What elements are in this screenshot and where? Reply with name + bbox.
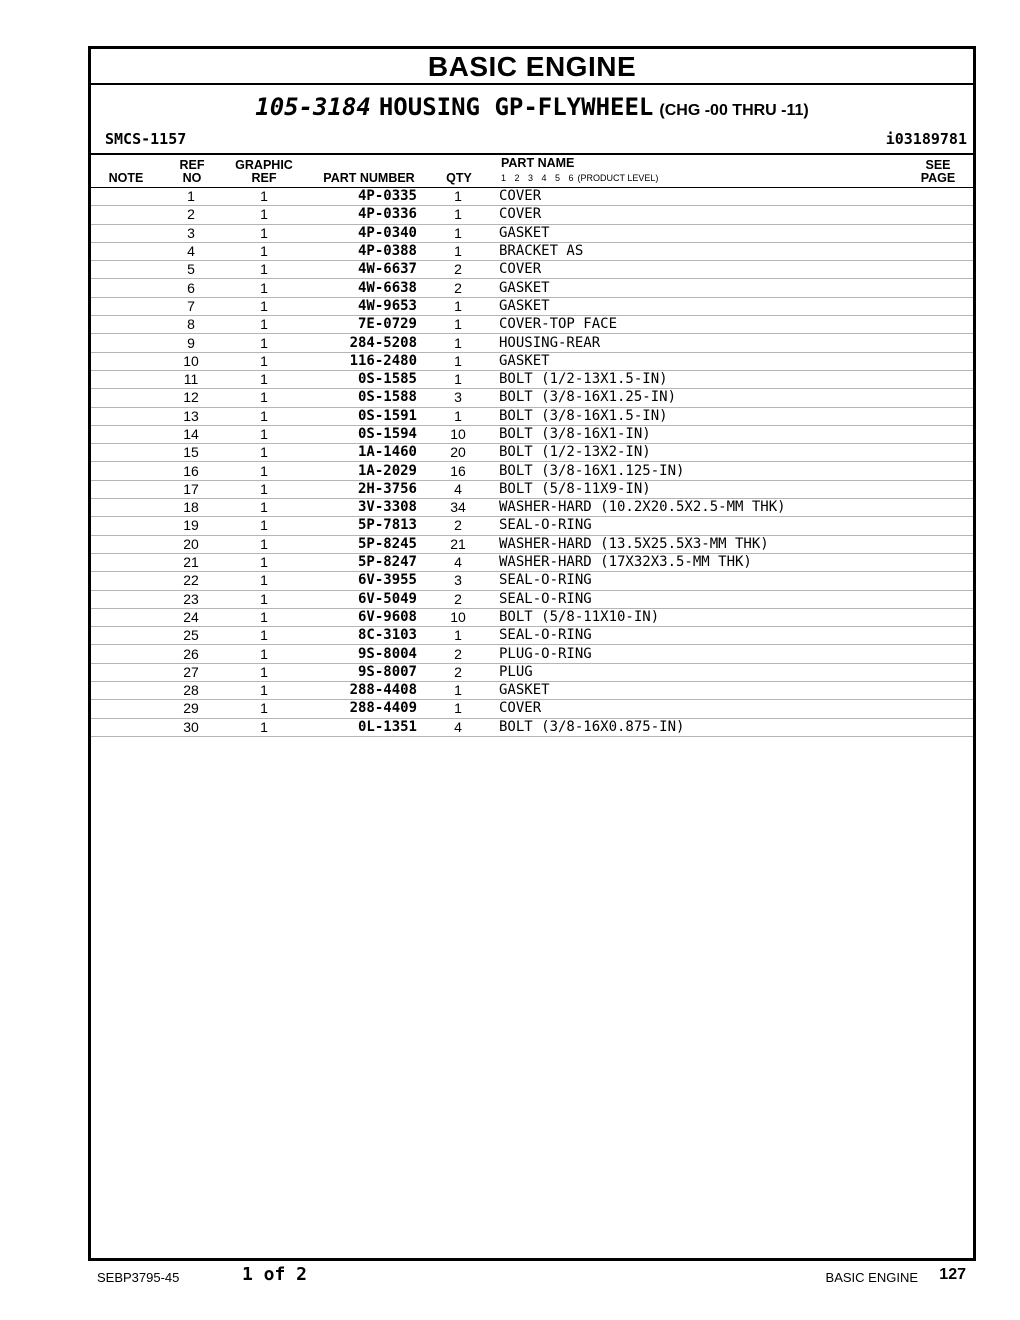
see-page-cell <box>923 444 973 462</box>
part-number-cell: 9S-8004 <box>307 645 417 663</box>
table-row <box>91 316 973 334</box>
part-number-cell: 5P-8247 <box>307 553 417 571</box>
see-page-cell <box>923 370 973 388</box>
ref-no-cell: 9 <box>161 334 221 352</box>
smcs-code: SMCS-1157 <box>105 130 187 148</box>
part-number-cell: 4W-9653 <box>307 297 417 315</box>
see-page-cell <box>923 261 973 279</box>
table-row <box>91 645 973 663</box>
qty-cell: 10 <box>417 425 499 443</box>
note-cell <box>91 242 161 260</box>
col-header-graphic-ref: GRAPHIC REF <box>235 158 293 185</box>
see-page-cell <box>923 535 973 553</box>
part-number-cell: 5P-7813 <box>307 517 417 535</box>
ref-no-cell: 8 <box>161 316 221 334</box>
see-page-cell <box>923 718 973 736</box>
ref-no-cell: 29 <box>161 700 221 718</box>
graphic-ref-cell: 1 <box>221 627 307 645</box>
part-number-cell: 5P-8245 <box>307 535 417 553</box>
graphic-ref-cell: 1 <box>221 242 307 260</box>
see-page-cell <box>923 499 973 517</box>
see-page-cell <box>923 480 973 498</box>
ref-no-cell: 11 <box>161 370 221 388</box>
ref-no-cell: 18 <box>161 499 221 517</box>
graphic-ref-cell: 1 <box>221 499 307 517</box>
table-row <box>91 590 973 608</box>
part-number-cell: 1A-1460 <box>307 444 417 462</box>
group-name: HOUSING GP-FLYWHEEL <box>378 93 654 121</box>
qty-cell: 16 <box>417 462 499 480</box>
table-row <box>91 718 973 736</box>
qty-cell: 1 <box>417 242 499 260</box>
note-cell <box>91 627 161 645</box>
ref-no-cell: 24 <box>161 608 221 626</box>
part-number-cell: 288-4409 <box>307 700 417 718</box>
table-row <box>91 462 973 480</box>
part-number-cell: 4P-0388 <box>307 242 417 260</box>
qty-cell: 1 <box>417 407 499 425</box>
note-cell <box>91 499 161 517</box>
footer-page-number: 127 <box>939 1266 966 1283</box>
graphic-ref-cell: 1 <box>221 444 307 462</box>
note-cell <box>91 188 161 206</box>
qty-cell: 1 <box>417 352 499 370</box>
section-title: BASIC ENGINE <box>91 49 973 85</box>
note-cell <box>91 480 161 498</box>
part-name-cell: BOLT (3/8-16X1.125-IN) <box>499 462 923 480</box>
part-name-cell: BRACKET AS <box>499 242 923 260</box>
part-name-cell: COVER <box>499 700 923 718</box>
graphic-ref-cell: 1 <box>221 425 307 443</box>
qty-cell: 2 <box>417 261 499 279</box>
see-page-cell <box>923 645 973 663</box>
table-row <box>91 297 973 315</box>
part-name-cell: PLUG <box>499 663 923 681</box>
see-page-cell <box>923 517 973 535</box>
ref-no-cell: 10 <box>161 352 221 370</box>
part-name-cell: BOLT (3/8-16X0.875-IN) <box>499 718 923 736</box>
graphic-ref-cell: 1 <box>221 553 307 571</box>
ref-no-cell: 30 <box>161 718 221 736</box>
qty-cell: 2 <box>417 590 499 608</box>
change-range: (CHG -00 THRU -11) <box>659 102 809 119</box>
col-header-ref-no: REF NO <box>179 158 205 185</box>
note-cell <box>91 206 161 224</box>
note-cell <box>91 444 161 462</box>
ref-no-cell: 7 <box>161 297 221 315</box>
part-name-cell: BOLT (5/8-11X10-IN) <box>499 608 923 626</box>
graphic-ref-cell: 1 <box>221 261 307 279</box>
table-row <box>91 608 973 626</box>
part-number-cell: 8C-3103 <box>307 627 417 645</box>
qty-cell: 1 <box>417 370 499 388</box>
note-cell <box>91 645 161 663</box>
table-row <box>91 572 973 590</box>
note-cell <box>91 553 161 571</box>
graphic-ref-cell: 1 <box>221 718 307 736</box>
graphic-ref-cell: 1 <box>221 370 307 388</box>
footer-doc-number: SEBP3795-45 <box>97 1270 180 1285</box>
part-number-cell: 6V-3955 <box>307 572 417 590</box>
ref-no-cell: 23 <box>161 590 221 608</box>
graphic-ref-cell: 1 <box>221 590 307 608</box>
graphic-ref-cell: 1 <box>221 188 307 206</box>
note-cell <box>91 352 161 370</box>
note-cell <box>91 718 161 736</box>
part-name-cell: COVER <box>499 188 923 206</box>
part-number-cell: 7E-0729 <box>307 316 417 334</box>
table-row <box>91 425 973 443</box>
table-row <box>91 682 973 700</box>
part-name-cell: BOLT (3/8-16X1.5-IN) <box>499 407 923 425</box>
qty-cell: 1 <box>417 700 499 718</box>
graphic-ref-cell: 1 <box>221 334 307 352</box>
part-number-cell: 2H-3756 <box>307 480 417 498</box>
graphic-ref-cell: 1 <box>221 407 307 425</box>
note-cell <box>91 297 161 315</box>
part-number-cell: 6V-5049 <box>307 590 417 608</box>
qty-cell: 2 <box>417 645 499 663</box>
note-cell <box>91 334 161 352</box>
part-number-cell: 0S-1588 <box>307 389 417 407</box>
part-number-cell: 4P-0335 <box>307 188 417 206</box>
part-name-cell: GASKET <box>499 352 923 370</box>
footer-section: BASIC ENGINE <box>825 1270 918 1285</box>
ref-no-cell: 2 <box>161 206 221 224</box>
table-row <box>91 224 973 242</box>
product-level-scale: 1 2 3 4 5 6 (PRODUCT LEVEL) <box>501 173 659 183</box>
qty-cell: 1 <box>417 188 499 206</box>
graphic-ref-cell: 1 <box>221 535 307 553</box>
ref-no-cell: 5 <box>161 261 221 279</box>
part-name-cell: SEAL-O-RING <box>499 627 923 645</box>
qty-cell: 2 <box>417 663 499 681</box>
graphic-ref-cell: 1 <box>221 480 307 498</box>
table-row <box>91 517 973 535</box>
page-footer <box>0 1264 1020 1294</box>
ref-no-cell: 14 <box>161 425 221 443</box>
table-row <box>91 242 973 260</box>
qty-cell: 2 <box>417 517 499 535</box>
part-number-cell: 4P-0336 <box>307 206 417 224</box>
table-row <box>91 352 973 370</box>
note-cell <box>91 425 161 443</box>
table-row <box>91 553 973 571</box>
graphic-ref-cell: 1 <box>221 700 307 718</box>
part-name-cell: PLUG-O-RING <box>499 645 923 663</box>
part-number-cell: 9S-8007 <box>307 663 417 681</box>
see-page-cell <box>923 700 973 718</box>
see-page-cell <box>923 663 973 681</box>
part-number-cell: 0S-1585 <box>307 370 417 388</box>
col-header-part-number: PART NUMBER <box>323 171 415 185</box>
graphic-ref-cell: 1 <box>221 462 307 480</box>
table-row <box>91 407 973 425</box>
part-number-cell: 0S-1591 <box>307 407 417 425</box>
qty-cell: 4 <box>417 553 499 571</box>
col-header-qty: QTY <box>446 171 472 185</box>
table-row <box>91 444 973 462</box>
part-number-cell: 116-2480 <box>307 352 417 370</box>
table-row <box>91 700 973 718</box>
part-number-cell: 0L-1351 <box>307 718 417 736</box>
see-page-cell <box>923 279 973 297</box>
ref-no-cell: 13 <box>161 407 221 425</box>
ref-no-cell: 12 <box>161 389 221 407</box>
part-number-cell: 4P-0340 <box>307 224 417 242</box>
graphic-ref-cell: 1 <box>221 279 307 297</box>
table-row <box>91 499 973 517</box>
part-name-cell: GASKET <box>499 279 923 297</box>
part-number-cell: 3V-3308 <box>307 499 417 517</box>
see-page-cell <box>923 316 973 334</box>
qty-cell: 4 <box>417 718 499 736</box>
ref-no-cell: 21 <box>161 553 221 571</box>
graphic-ref-cell: 1 <box>221 645 307 663</box>
qty-cell: 2 <box>417 279 499 297</box>
part-name-cell: BOLT (1/2-13X2-IN) <box>499 444 923 462</box>
part-number-cell: 0S-1594 <box>307 425 417 443</box>
table-row <box>91 627 973 645</box>
see-page-cell <box>923 352 973 370</box>
table-row <box>91 334 973 352</box>
col-header-part-name: PART NAME <box>501 156 575 170</box>
see-page-cell <box>923 572 973 590</box>
see-page-cell <box>923 608 973 626</box>
ref-no-cell: 16 <box>161 462 221 480</box>
see-page-cell <box>923 462 973 480</box>
note-cell <box>91 279 161 297</box>
qty-cell: 21 <box>417 535 499 553</box>
part-name-cell: GASKET <box>499 224 923 242</box>
see-page-cell <box>923 425 973 443</box>
table-row <box>91 480 973 498</box>
parts-table <box>91 188 973 737</box>
note-cell <box>91 700 161 718</box>
col-header-see-page: SEE PAGE <box>920 158 956 185</box>
graphic-ref-cell: 1 <box>221 572 307 590</box>
qty-cell: 1 <box>417 224 499 242</box>
graphic-ref-cell: 1 <box>221 663 307 681</box>
ref-no-cell: 17 <box>161 480 221 498</box>
graphic-ref-cell: 1 <box>221 297 307 315</box>
ref-no-cell: 27 <box>161 663 221 681</box>
see-page-cell <box>923 407 973 425</box>
footer-sheet: 1 of 2 <box>242 1264 308 1285</box>
group-title <box>91 93 973 121</box>
see-page-cell <box>923 242 973 260</box>
note-cell <box>91 517 161 535</box>
qty-cell: 3 <box>417 572 499 590</box>
graphic-ref-cell: 1 <box>221 316 307 334</box>
graphic-ref-cell: 1 <box>221 682 307 700</box>
note-cell <box>91 370 161 388</box>
qty-cell: 3 <box>417 389 499 407</box>
see-page-cell <box>923 206 973 224</box>
graphic-ref-cell: 1 <box>221 224 307 242</box>
illustration-id: i03189781 <box>885 130 967 148</box>
part-number-cell: 6V-9608 <box>307 608 417 626</box>
note-cell <box>91 261 161 279</box>
note-cell <box>91 389 161 407</box>
table-row <box>91 206 973 224</box>
graphic-ref-cell: 1 <box>221 206 307 224</box>
qty-cell: 10 <box>417 608 499 626</box>
ref-no-cell: 22 <box>161 572 221 590</box>
ref-no-cell: 4 <box>161 242 221 260</box>
part-name-cell: SEAL-O-RING <box>499 517 923 535</box>
note-cell <box>91 682 161 700</box>
ref-no-cell: 28 <box>161 682 221 700</box>
qty-cell: 4 <box>417 480 499 498</box>
see-page-cell <box>923 590 973 608</box>
part-number-cell: 1A-2029 <box>307 462 417 480</box>
note-cell <box>91 407 161 425</box>
part-number-cell: 4W-6638 <box>307 279 417 297</box>
note-cell <box>91 316 161 334</box>
ref-no-cell: 15 <box>161 444 221 462</box>
col-header-note: NOTE <box>108 171 144 185</box>
part-name-cell: COVER <box>499 261 923 279</box>
qty-cell: 1 <box>417 682 499 700</box>
qty-cell: 1 <box>417 206 499 224</box>
graphic-ref-cell: 1 <box>221 352 307 370</box>
graphic-ref-cell: 1 <box>221 389 307 407</box>
ref-no-cell: 19 <box>161 517 221 535</box>
part-name-cell: HOUSING-REAR <box>499 334 923 352</box>
graphic-ref-cell: 1 <box>221 608 307 626</box>
ref-no-cell: 25 <box>161 627 221 645</box>
qty-cell: 20 <box>417 444 499 462</box>
note-cell <box>91 572 161 590</box>
part-name-cell: GASKET <box>499 297 923 315</box>
qty-cell: 1 <box>417 297 499 315</box>
header-divider <box>91 153 973 155</box>
qty-cell: 1 <box>417 627 499 645</box>
qty-cell: 34 <box>417 499 499 517</box>
see-page-cell <box>923 297 973 315</box>
part-number-cell: 4W-6637 <box>307 261 417 279</box>
graphic-ref-cell: 1 <box>221 517 307 535</box>
part-number-cell: 284-5208 <box>307 334 417 352</box>
see-page-cell <box>923 682 973 700</box>
part-name-cell: WASHER-HARD (17X32X3.5-MM THK) <box>499 553 923 571</box>
group-part-number: 105-3184 <box>255 93 371 121</box>
part-name-cell: BOLT (3/8-16X1-IN) <box>499 425 923 443</box>
part-name-cell: BOLT (1/2-13X1.5-IN) <box>499 370 923 388</box>
table-row <box>91 261 973 279</box>
note-cell <box>91 663 161 681</box>
table-row <box>91 663 973 681</box>
table-row <box>91 370 973 388</box>
note-cell <box>91 608 161 626</box>
page-frame <box>88 46 976 1261</box>
table-row <box>91 188 973 206</box>
part-name-cell: BOLT (5/8-11X9-IN) <box>499 480 923 498</box>
qty-cell: 1 <box>417 316 499 334</box>
table-row <box>91 389 973 407</box>
ref-no-cell: 1 <box>161 188 221 206</box>
table-row <box>91 535 973 553</box>
see-page-cell <box>923 553 973 571</box>
table-row <box>91 279 973 297</box>
note-cell <box>91 590 161 608</box>
see-page-cell <box>923 188 973 206</box>
qty-cell: 1 <box>417 334 499 352</box>
part-name-cell: GASKET <box>499 682 923 700</box>
note-cell <box>91 535 161 553</box>
see-page-cell <box>923 627 973 645</box>
ref-no-cell: 3 <box>161 224 221 242</box>
see-page-cell <box>923 224 973 242</box>
see-page-cell <box>923 389 973 407</box>
part-name-cell: WASHER-HARD (10.2X20.5X2.5-MM THK) <box>499 499 923 517</box>
part-name-cell: COVER-TOP FACE <box>499 316 923 334</box>
part-name-cell: WASHER-HARD (13.5X25.5X3-MM THK) <box>499 535 923 553</box>
see-page-cell <box>923 334 973 352</box>
note-cell <box>91 224 161 242</box>
part-name-cell: BOLT (3/8-16X1.25-IN) <box>499 389 923 407</box>
ref-no-cell: 6 <box>161 279 221 297</box>
part-name-cell: SEAL-O-RING <box>499 572 923 590</box>
part-name-cell: SEAL-O-RING <box>499 590 923 608</box>
part-number-cell: 288-4408 <box>307 682 417 700</box>
note-cell <box>91 462 161 480</box>
ref-no-cell: 26 <box>161 645 221 663</box>
ref-no-cell: 20 <box>161 535 221 553</box>
part-name-cell: COVER <box>499 206 923 224</box>
